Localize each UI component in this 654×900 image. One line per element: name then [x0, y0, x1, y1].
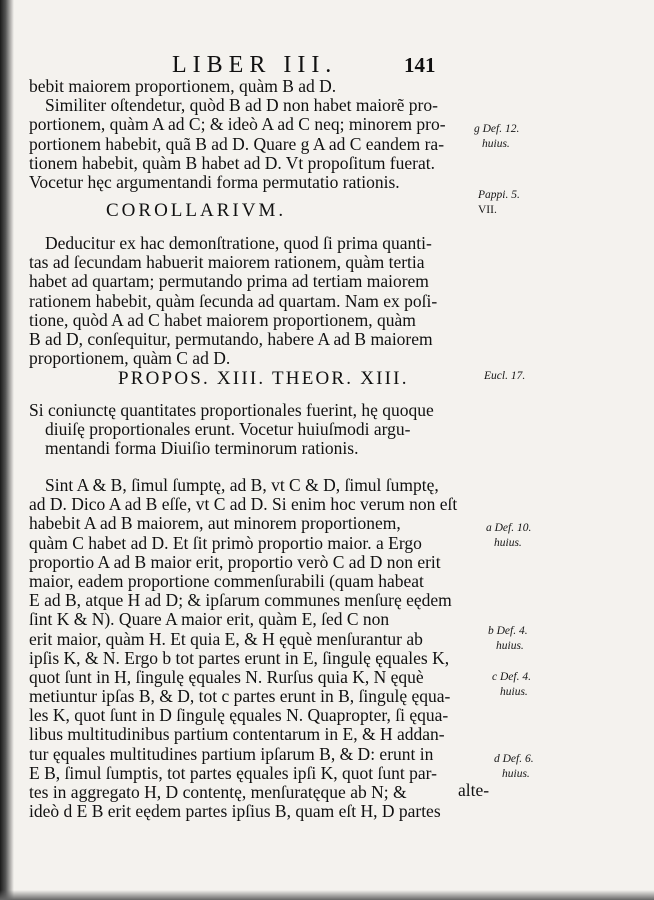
- text-line: tas ad ſecundam habuerit maiorem rationem, quàm tertia: [29, 252, 425, 273]
- text-line: metiuntur ipſas B, & D, tot c partes erunt in B, ſingulę ęqua-: [29, 686, 451, 707]
- text-line: ideò d E B erit eędem partes ipſius B, quam eſt H, D partes: [29, 801, 441, 822]
- text-line: ad D. Dico A ad B eſſe, vt C ad D. Si enim hoc verum non eſt: [29, 494, 458, 515]
- text-line: erit maior, quàm H. Et quia E, & H ęquè menſurantur ab: [29, 628, 423, 649]
- text-line: Deducitur ex hac demonſtratione, quod ſi prima quanti-: [45, 233, 432, 253]
- margin-note-line: g Def. 12.: [474, 123, 520, 135]
- text-line: Si coniunctę quantitates proportionales fuerint, hę quoque: [29, 400, 434, 420]
- margin-note-line: huius.: [496, 640, 524, 652]
- text-line: quàm C habet ad D. Et ſit primò proportio maior. a Ergo: [29, 532, 422, 553]
- margin-note: [478, 188, 520, 218]
- text-line: proportio A ad B maior erit, proportio verò C ad D non erit: [29, 551, 441, 572]
- margin-note-line: c Def. 4.: [492, 671, 531, 683]
- text-line: tione, quòd A ad C habet maiorem proportionem, quàm: [29, 309, 416, 330]
- text-line: bebit maiorem proportionem, quàm B ad D.: [29, 76, 337, 96]
- text-line: quot ſunt in H, ſingulę ęquales N. Rurſus quia K, N ęquè: [29, 666, 424, 687]
- paragraph-proof-end: [29, 77, 477, 192]
- paragraph-corollary: [29, 234, 477, 368]
- binding-shadow: [0, 0, 14, 900]
- text-line: tur ęquales multitudines partium ipſarum B, & D: erunt in: [29, 743, 434, 764]
- margin-note: [492, 670, 531, 700]
- margin-note-line: huius.: [500, 686, 528, 698]
- text-line: ſint K & N). Quare A maior erit, quàm E, ſed C non: [29, 609, 390, 630]
- margin-note: [488, 624, 528, 654]
- text-line: habebit A ad B maiorem, aut minorem proportionem,: [29, 513, 401, 534]
- text-line: rationem habebit, quàm ſecunda ad quartam. Nam ex poſi-: [29, 290, 438, 311]
- paragraph-demonstration: [29, 476, 477, 821]
- page-number: 141: [404, 53, 436, 77]
- margin-note-line: VII.: [478, 204, 497, 216]
- text-line: diuiſę proportionales erunt. Vocetur huiuſmodi argu-: [45, 419, 411, 440]
- margin-note-line: huius.: [494, 537, 522, 549]
- text-line: mentandi forma Diuiſio terminorum rationis.: [45, 438, 359, 459]
- text-line: portionem habebit, quã B ad D. Quare g A ad C eandem ra-: [29, 133, 445, 154]
- text-line: E B, ſimul ſumptis, tot partes ęquales ipſi K, quot ſunt par-: [29, 762, 437, 783]
- text-line: E ad B, atque H ad D; & ipſarum communes menſurę eędem: [29, 590, 452, 611]
- text-line: ipſis K, & N. Ergo b tot partes erunt in E, ſingulę ęquales K,: [29, 647, 450, 668]
- text-line: Similiter oſtendetur, quòd B ad D non habet maiorẽ pro-: [45, 95, 438, 116]
- text-line: maior, eadem proportione commenſurabili (quam habeat: [29, 570, 424, 591]
- margin-note-line: huius.: [482, 138, 510, 150]
- margin-note-line: Pappi. 5.: [478, 189, 520, 201]
- text-line: Vocetur hęc argumentandi forma permutatio rationis.: [29, 171, 400, 192]
- margin-note-line: Eucl. 17.: [484, 370, 526, 382]
- margin-note-line: a Def. 10.: [486, 522, 532, 534]
- margin-note-line: b Def. 4.: [488, 625, 528, 637]
- margin-note: [486, 521, 531, 551]
- text-line: B ad D, conſequitur, permutando, habere A ad B maiorem: [29, 328, 433, 349]
- margin-note: [474, 122, 519, 152]
- margin-note: [494, 752, 534, 782]
- text-line: Sint A & B, ſimul ſumptę, ad B, vt C & D, ſimul ſumptę,: [45, 475, 439, 495]
- proposition-heading: PROPOS. XIII. THEOR. XIII.: [118, 368, 409, 389]
- text-line: tes in aggregato H, D contentę, menſuratęque ab N; &: [29, 782, 407, 802]
- margin-note-line: d Def. 6.: [494, 753, 534, 765]
- text-line: tionem habebit, quàm B habet ad D. Vt propoſitum fuerat.: [29, 152, 435, 173]
- text-line: libus multitudinibus partium contentarum in E, & H addan-: [29, 724, 445, 745]
- paragraph-enunciation: [29, 401, 477, 459]
- catchword: alte-: [458, 780, 490, 800]
- running-title: LIBER III.: [172, 52, 338, 78]
- margin-note: [484, 369, 525, 384]
- text-line: les K, quot ſunt in D ſingulę ęquales N. Quapropter, ſi ęqua-: [29, 705, 449, 726]
- page-bottom-shadow: [0, 890, 654, 900]
- text-line: proportionem, quàm C ad D.: [29, 348, 231, 369]
- text-line: habet ad quartam; permutando prima ad tertiam maiorem: [29, 271, 429, 292]
- margin-note-line: huius.: [502, 768, 530, 780]
- text-line: portionem, quàm A ad C; & ideò A ad C neq; minorem pro-: [29, 114, 446, 135]
- corollary-heading: COROLLARIVM.: [106, 200, 287, 221]
